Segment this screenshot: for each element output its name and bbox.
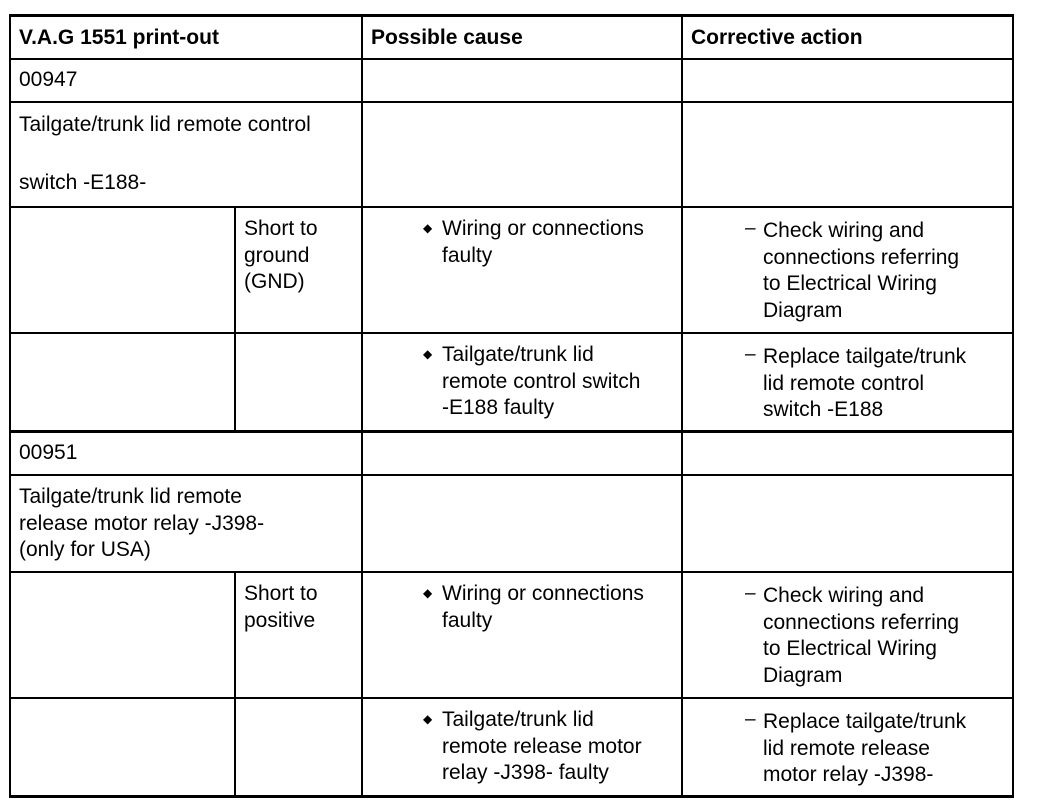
action-text: Replace tailgate/trunk lid remote release motor relay -J398- [763, 710, 967, 786]
rule-code2 [9, 474, 1014, 476]
cause-text: Wiring or connections faulty [442, 217, 644, 267]
component-name: Tailgate/trunk lid remote release motor relay -J398- (only for USA) [19, 485, 265, 561]
diagnostic-table [9, 14, 1014, 798]
rule-bottom [9, 795, 1014, 798]
header-corrective-action: Corrective action [691, 26, 863, 49]
dash-icon: – [745, 344, 756, 365]
rule-row1 [9, 332, 1014, 334]
bullet-icon: ◆ [423, 586, 433, 600]
action-text: Replace tailgate/trunk lid remote control switch -E188 [763, 345, 967, 421]
condition-text: Short to positive [244, 582, 318, 632]
rule-code1 [9, 101, 1014, 103]
bullet-icon: ◆ [423, 347, 433, 361]
rule-col1 [361, 14, 363, 798]
header-possible-cause: Possible cause [371, 26, 523, 49]
cause-text: Tailgate/trunk lid remote release motor relay -J398- faulty [442, 708, 642, 784]
header-printout: V.A.G 1551 print-out [19, 26, 219, 49]
component-name-line: switch -E188- [19, 171, 147, 194]
rule-row2 [9, 430, 1014, 433]
rule-top [9, 14, 1014, 17]
action-text: Check wiring and connections referring to Electrical Wiring Diagram [763, 584, 960, 687]
cause-text: Wiring or connections faulty [442, 582, 644, 632]
cause-text: Tailgate/trunk lid remote control switch -E188 faulty [442, 343, 641, 419]
rule-col2 [681, 14, 683, 798]
action-text: Check wiring and connections referring to Electrical Wiring Diagram [763, 219, 960, 322]
rule-component1 [9, 206, 1014, 208]
bullet-icon: ◆ [423, 221, 433, 235]
dash-icon: – [745, 709, 756, 730]
rule-left [9, 14, 11, 798]
fault-code: 00947 [19, 68, 78, 91]
bullet-icon: ◆ [423, 712, 433, 726]
dash-icon: – [745, 218, 756, 239]
rule-sub2 [234, 571, 236, 797]
rule-header [9, 58, 1014, 60]
rule-row3 [9, 697, 1014, 699]
rule-component2 [9, 571, 1014, 573]
rule-right [1012, 14, 1014, 798]
dash-icon: – [745, 583, 756, 604]
component-name-line: Tailgate/trunk lid remote control [19, 113, 311, 136]
fault-code: 00951 [19, 441, 78, 464]
condition-text: Short to ground (GND) [244, 217, 318, 293]
rule-sub1 [234, 206, 236, 432]
